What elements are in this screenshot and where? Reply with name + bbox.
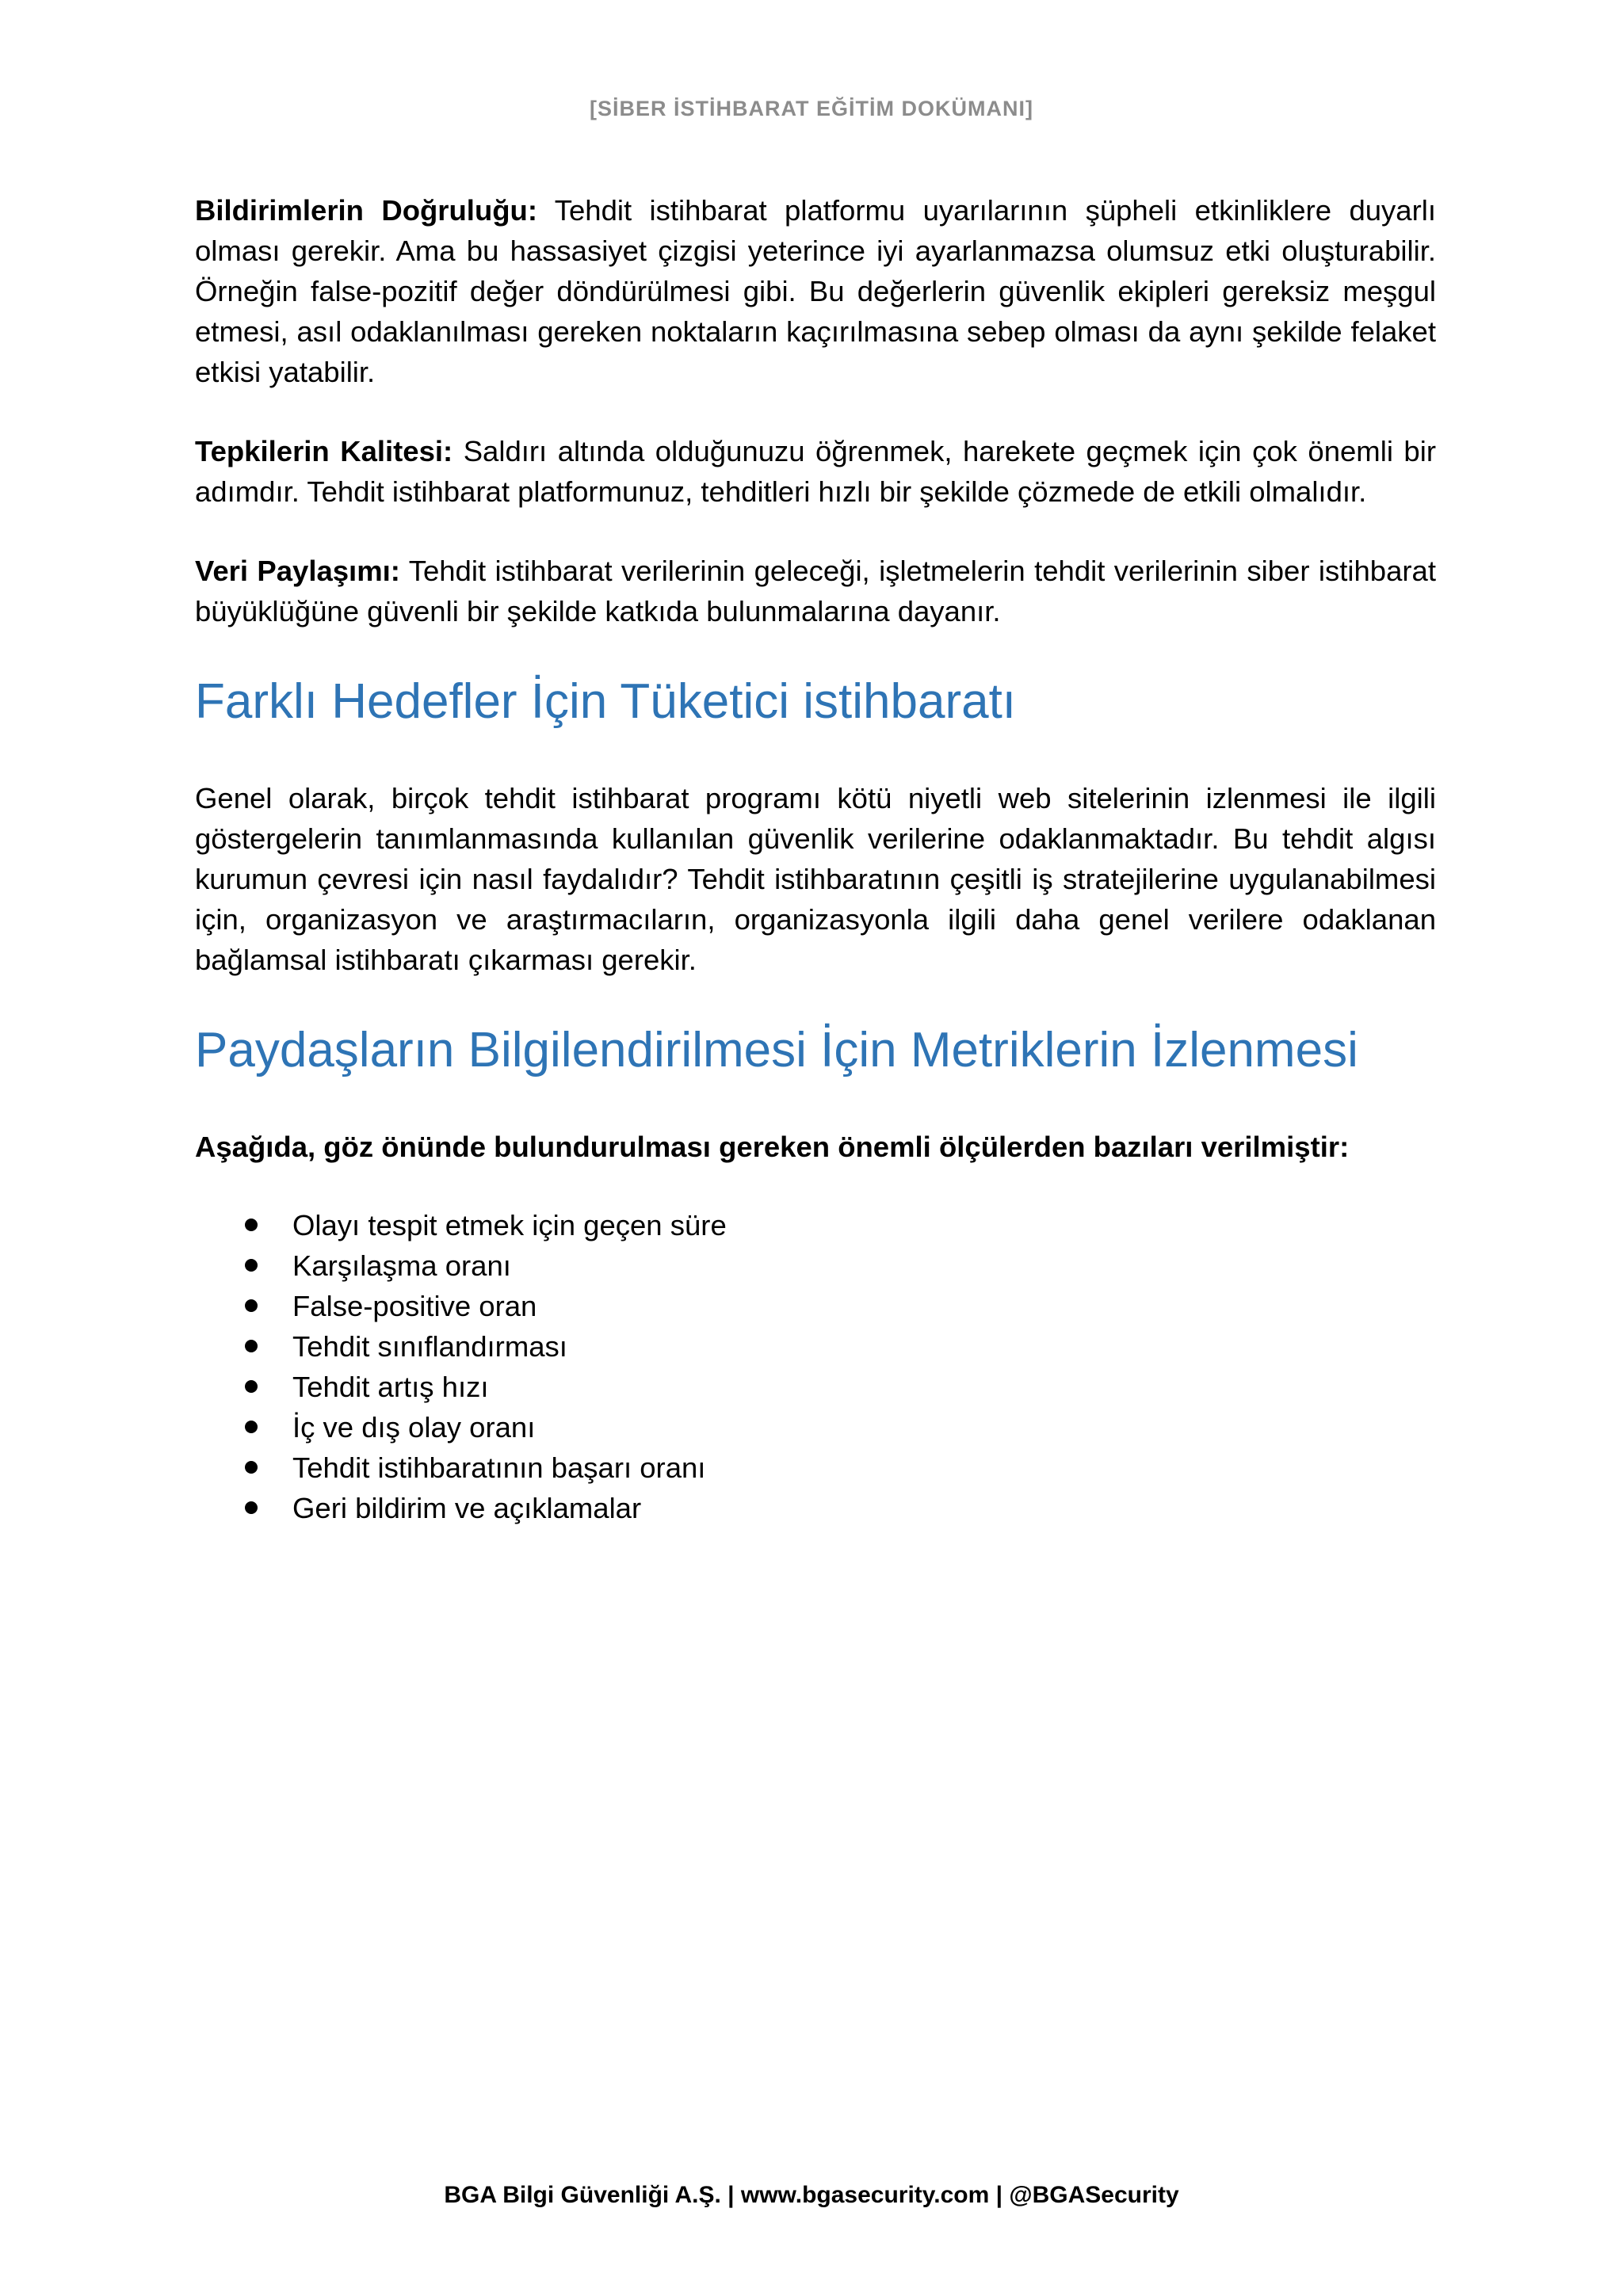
section-heading-metrics: Paydaşların Bilgilendirilmesi İçin Metriklerin İzlenmesi — [195, 1023, 1358, 1077]
bullet-icon — [245, 1380, 258, 1393]
metrics-lead: Aşağıda, göz önünde bulundurulması gereken önemli ölçülerden bazıları verilmiştir: — [195, 1131, 1350, 1163]
page-content — [195, 190, 1436, 1528]
metrics-list — [195, 1205, 1436, 1528]
list-item-text: False-positive oran — [292, 1290, 537, 1322]
bullet-icon — [245, 1421, 258, 1433]
list-item-text: Tehdit istihbaratının başarı oranı — [292, 1451, 706, 1484]
page-footer: BGA Bilgi Güvenliği A.Ş. | www.bgasecurity.com | @BGASecurity — [444, 2182, 1179, 2208]
list-item — [245, 1245, 1436, 1286]
paragraph-data-sharing — [195, 551, 1436, 631]
list-item-text: İç ve dış olay oranı — [292, 1411, 536, 1444]
list-item-text: Tehdit sınıflandırması — [292, 1330, 567, 1363]
list-item — [245, 1326, 1436, 1367]
bullet-icon — [245, 1299, 258, 1312]
bullet-icon — [245, 1259, 258, 1272]
paragraph-response-quality — [195, 431, 1436, 512]
paragraph-text: Tehdit istihbarat platformu uyarılarının şüpheli etkinliklere duyarlı olması gerekir. Ama bu hassasiyet çizgisi yeterince iyi ayarlanmazsa olumsuz etki oluşturabilir. Örneğin false-pozitif değer döndürülmesi gibi. Bu değerlerin güvenlik ekipleri gereksiz meşgul etmesi, asıl odaklanılması gereken noktaların kaçırılmasına sebep olması da aynı şekilde felaket etkisi yatabilir. — [195, 194, 1437, 388]
list-item — [245, 1367, 1436, 1407]
bullet-icon — [245, 1501, 258, 1514]
list-item — [245, 1447, 1436, 1488]
section-body-consumer-intelligence: Genel olarak, birçok tehdit istihbarat programı kötü niyetli web sitelerinin izlenmesi ile ilgili göstergelerin tanımlanmasında kullanılan güvenlik verilerine odaklanmaktadır. Bu tehdit algısı kurumun çevresi için nasıl faydalıdır? Tehdit istihbaratının çeşitli iş stratejilerine uygulanabilmesi için, organizasyon ve araştırmacıların, organizasyonla ilgili daha genel verilere odaklanan bağlamsal istihbaratı çıkarması gerekir. — [195, 782, 1436, 976]
paragraph-label: Tepkilerin Kalitesi: — [195, 435, 453, 467]
list-item-text: Karşılaşma oranı — [292, 1249, 511, 1282]
list-item-text: Geri bildirim ve açıklamalar — [292, 1492, 642, 1524]
paragraph-text: Saldırı altında olduğunuzu öğrenmek, harekete geçmek için çok önemli bir adımdır. Tehdit istihbarat platformunuz, tehditleri hızlı bir şekilde çözmede de etkili olmalıdır. — [195, 435, 1436, 508]
list-item — [245, 1286, 1436, 1326]
paragraph-label: Veri Paylaşımı: — [195, 555, 400, 587]
paragraph-text: Tehdit istihbarat verilerinin geleceği, işletmelerin tehdit verilerinin siber istihbarat büyüklüğüne güvenli bir şekilde katkıda bulunmalarına dayanır. — [195, 555, 1436, 627]
paragraph-label: Bildirimlerin Doğruluğu: — [195, 194, 537, 227]
list-item-text: Tehdit artış hızı — [292, 1371, 489, 1403]
bullet-icon — [245, 1461, 258, 1474]
paragraph-notification-accuracy — [195, 190, 1436, 392]
list-item — [245, 1205, 1436, 1245]
page-header: [SİBER İSTİHBARAT EĞİTİM DOKÜMANI] — [590, 97, 1033, 120]
list-item-text: Olayı tespit etmek için geçen süre — [292, 1209, 727, 1241]
section-heading-consumer-intelligence: Farklı Hedefler İçin Tüketici istihbaratı — [195, 674, 1017, 729]
list-item — [245, 1488, 1436, 1528]
bullet-icon — [245, 1340, 258, 1352]
list-item — [245, 1407, 1436, 1447]
bullet-icon — [245, 1219, 258, 1231]
